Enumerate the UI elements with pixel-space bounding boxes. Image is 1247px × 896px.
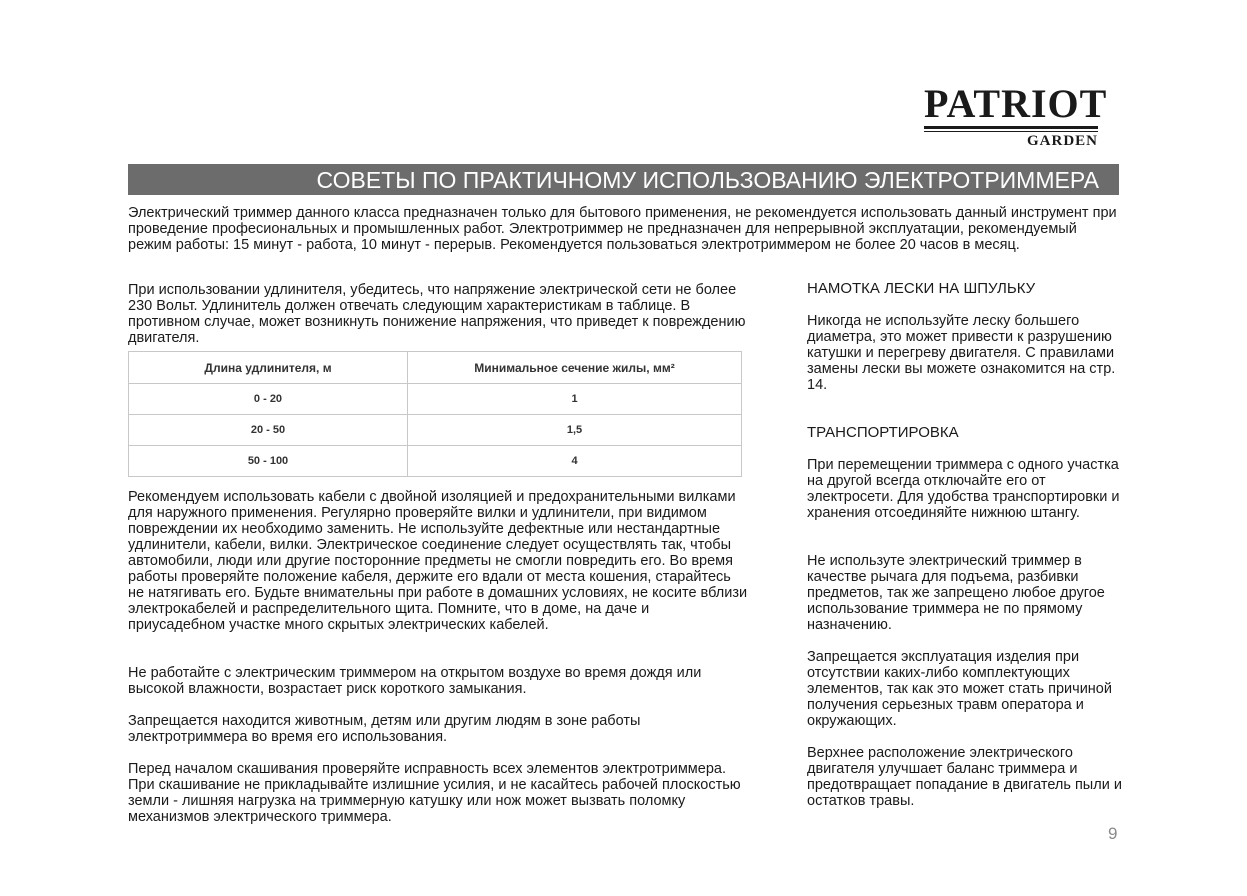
page-title: СОВЕТЫ ПО ПРАКТИЧНОМУ ИСПОЛЬЗОВАНИЮ ЭЛЕКТРОТРИММЕРА — [128, 164, 1119, 195]
table-cell: 1 — [408, 384, 742, 415]
motor-position-paragraph: Верхнее расположение электрического двигателя улучшает баланс триммера и предотвращает попадание в двигатель пыли и остатков травы. — [807, 745, 1122, 809]
extension-cord-table — [128, 351, 742, 477]
bystander-warning-paragraph: Запрещается находится животным, детям или другим людям в зоне работы электротриммера во время его использования. — [128, 713, 641, 745]
table-row — [129, 384, 742, 415]
logo-rule — [924, 126, 1098, 129]
table-row — [129, 415, 742, 446]
table-row — [129, 446, 742, 477]
line-winding-heading: НАМОТКА ЛЕСКИ НА ШПУЛЬКУ — [807, 280, 1036, 297]
table-cell: 0 - 20 — [129, 384, 408, 415]
logo-sub: GARDEN — [1026, 133, 1098, 149]
table-header-length: Длина удлинителя, м — [129, 352, 408, 384]
page-number: 9 — [1108, 824, 1118, 843]
patriot-garden-logo — [924, 81, 1108, 150]
extension-cord-paragraph: При использовании удлинителя, убедитесь, что напряжение электрической сети не более 230 Вольт. Удлинитель должен отвечать следующим характеристикам в таблице. В противном случае, может возникнуть понижение напряжения, что приведет к повреждению двигателя. — [128, 282, 746, 346]
table-cell: 20 - 50 — [129, 415, 408, 446]
table-cell: 1,5 — [408, 415, 742, 446]
missing-parts-warning-paragraph: Запрещается эксплуатация изделия при отсутствии каких-либо комплектующих элементов, так как это может стать причиной получения серьезных травм оператора и окружающих. — [807, 649, 1112, 729]
logo-brand: PATRIOT — [924, 81, 1108, 126]
transport-paragraph: При перемещении триммера с одного участка на другой всегда отключайте его от электросети. Для удобства транспортировки и хранения отсоединяйте нижнюю штангу. — [807, 457, 1120, 521]
table-header-row — [129, 352, 742, 384]
cable-safety-paragraph: Рекомендуем использовать кабели с двойной изоляцией и предохранительными вилками для наружного применения. Регулярно проверяйте вилки и удлинители, при видимом повреждении их необходимо заменить. Не используйте дефектные или нестандартные удлинители, кабели, вилки. Электрическое соединение следует осуществлять так, чтобы автомобили, люди или другие посторонние предметы не смогли повредить его. Во время работы проверяйте положение кабеля, держите его вдали от места кошения, старайтесь не натягивать его. Будьте внимательны при работе в домашних условиях, не косите вблизи электрокабелей и распределительного щита. Помните, что в доме, на даче и приусадебном участке много скрытых электрических кабелей. — [128, 489, 748, 633]
line-winding-paragraph: Никогда не используйте леску большего диаметра, это может привести к разрушению катушки и перегреву двигателя. С правилами замены лески вы можете ознакомится на стр. 14. — [807, 313, 1116, 393]
rain-warning-paragraph: Не работайте с электрическим триммером на открытом воздухе во время дождя или высокой влажности, возрастает риск короткого замыкания. — [128, 665, 702, 697]
misuse-warning-paragraph: Не используте электрический триммер в качестве рычага для подъема, разбивки предметов, так же запрещено любое другое использование триммера не по прямому назначению. — [807, 553, 1105, 633]
intro-paragraph: Электрический триммер данного класса предназначен только для бытового применения, не рекомендуется использовать данный инструмент при проведение професиональных и промышленных работ. Электротриммер не предназначен для непрерывной эксплуатации, рекомендуемый режим работы: 15 минут - работа, 10 минут - перерыв. Рекомендуется пользоваться электротриммером не более 20 часов в месяц. — [128, 205, 1117, 253]
transport-heading: ТРАНСПОРТИРОВКА — [807, 424, 959, 441]
pre-mowing-check-paragraph: Перед началом скашивания проверяйте исправность всех элементов электротриммера. При скашивание не прикладывайте излишние усилия, и не касайтесь рабочей плоскостью земли - лишняя нагрузка на триммерную катушку или нож может вызвать поломку механизмов электрического триммера. — [128, 761, 741, 825]
table-header-section: Минимальное сечение жилы, мм² — [408, 352, 742, 384]
table-cell: 4 — [408, 446, 742, 477]
table-cell: 50 - 100 — [129, 446, 408, 477]
